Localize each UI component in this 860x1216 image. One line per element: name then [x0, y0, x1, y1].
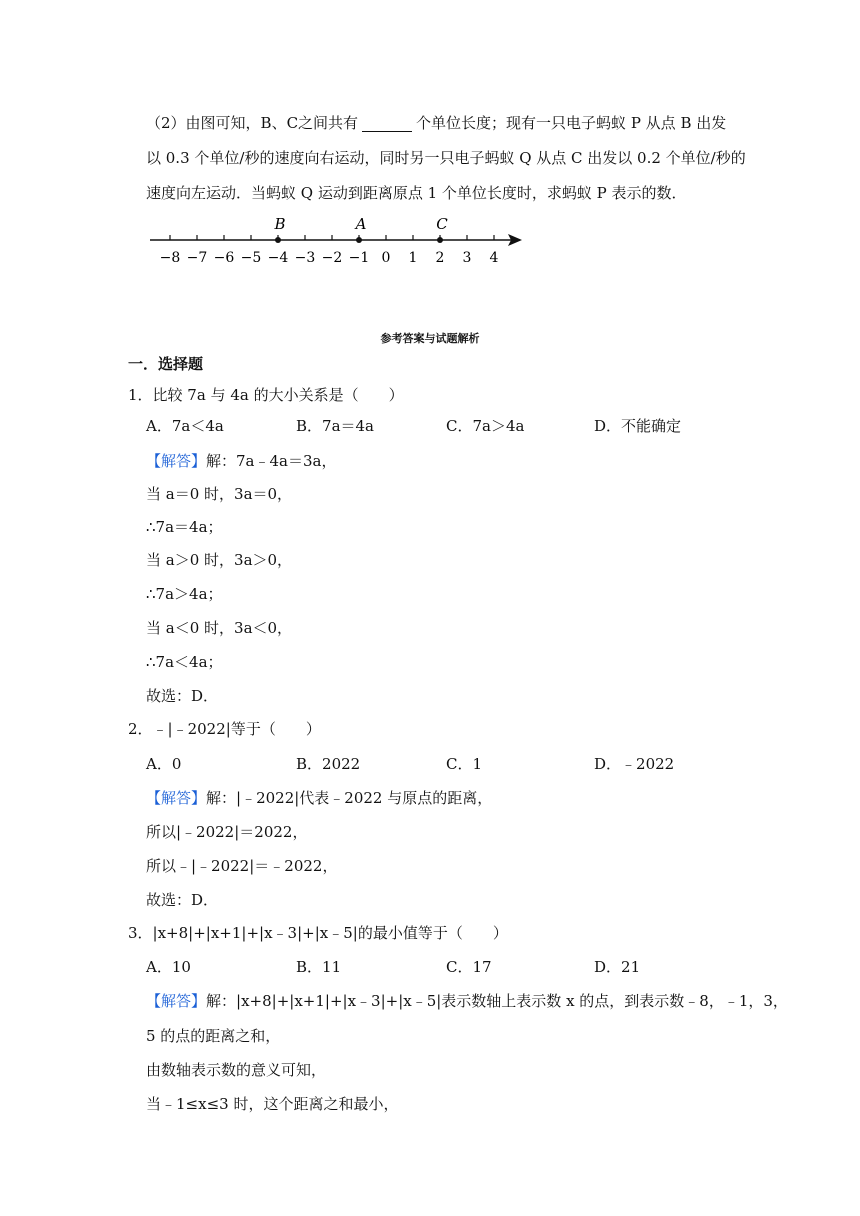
number-line-tick-label: −1: [348, 250, 370, 266]
solution-tag: 【解答】: [146, 452, 207, 470]
q2-solution-line: [146, 788, 492, 808]
number-line-point-label: C: [436, 215, 448, 233]
q2-solution-line: 故选：D．: [146, 891, 219, 909]
number-line-tick-label: −3: [294, 250, 316, 266]
q2-solution-line: 所以﹣|﹣2022|＝﹣2022，: [146, 857, 338, 875]
q1-solution-line: ∴7a＝4a；: [146, 518, 223, 536]
number-line-point: [356, 237, 362, 243]
q1-solution-line: 故选：D．: [146, 687, 219, 705]
q3-option-c: C．17: [446, 958, 492, 976]
number-line-tick-label: −4: [267, 250, 289, 266]
q3-solution-line: 当﹣1≤x≤3 时，这个距离之和最小，: [146, 1095, 399, 1113]
q2-option-d: D．﹣2022: [594, 755, 675, 773]
q1-solution-line: ∴7a＜4a；: [146, 653, 223, 671]
q1-option-d: D．不能确定: [594, 417, 682, 435]
number-line-tick-label: 2: [435, 250, 445, 266]
q1-solution-line: 当 a＝0 时，3a＝0，: [146, 485, 293, 503]
q3-option-d: D．21: [594, 958, 641, 976]
q3-option-a: A．10: [146, 958, 191, 976]
q3-stem: 3．|x+8|+|x+1|+|x﹣3|+|x﹣5|的最小值等于（ ）: [128, 924, 508, 942]
q1-option-a: A．7a＜4a: [146, 417, 224, 435]
q1-option-b: B．7a＝4a: [296, 417, 374, 435]
q3-solution-line: [146, 991, 788, 1011]
q1-option-c: C．7a＞4a: [446, 417, 525, 435]
q1-solution-line: ∴7a＞4a；: [146, 585, 223, 603]
number-line-tick-label: −2: [321, 250, 343, 266]
number-line-tick-label: −6: [213, 250, 235, 266]
problem2-line3: 速度向左运动．当蚂蚁 Q 运动到距离原点 1 个单位长度时，求蚂蚁 P 表示的数．: [146, 184, 687, 202]
q2-solution-line: 所以|﹣2022|＝2022，: [146, 823, 308, 841]
number-line-tick-label: 3: [462, 250, 472, 266]
problem2-line1: [146, 113, 726, 133]
number-line-tick-label: −8: [159, 250, 181, 266]
q2-solution-text: 解：|﹣2022|代表﹣2022 与原点的距离，: [206, 789, 493, 807]
q3-solution-line: 5 的点的距离之和，: [146, 1027, 281, 1045]
answer-blank: [362, 117, 412, 132]
q2-option-c: C．1: [446, 755, 483, 773]
section-title: 一．选择题: [128, 355, 204, 373]
solution-tag: 【解答】: [146, 992, 207, 1010]
q1-solution-line: [146, 451, 336, 471]
number-line-tick-label: 0: [381, 250, 391, 266]
q2-option-a: A．0: [146, 755, 182, 773]
number-line-point-label: B: [274, 215, 286, 233]
q1-solution-line: 当 a＜0 时，3a＜0，: [146, 619, 293, 637]
number-line-point: [275, 237, 281, 243]
q3-option-b: B．11: [296, 958, 342, 976]
problem2-line1-start: （2）由图可知，B、C之间共有: [146, 114, 359, 132]
number-line-tick-label: −5: [240, 250, 262, 266]
q2-stem: 2．﹣|﹣2022|等于（ ）: [128, 720, 321, 738]
number-line-tick-label: 1: [408, 250, 418, 266]
q1-solution-line: 当 a＞0 时，3a＞0，: [146, 551, 293, 569]
q1-solution-text: 解：7a﹣4a＝3a，: [206, 452, 337, 470]
problem2-line2: 以 0.3 个单位/秒的速度向右运动，同时另一只电子蚂蚁 Q 从点 C 出发以 0.2 个单位/秒的: [146, 149, 746, 167]
q2-option-b: B．2022: [296, 755, 361, 773]
q3-solution-line: 由数轴表示数的意义可知，: [146, 1061, 327, 1079]
number-line: [0, 205, 860, 275]
q3-solution-text: 解：|x+8|+|x+1|+|x﹣3|+|x﹣5|表示数轴上表示数 x 的点，到表示数﹣8，﹣1，3，: [206, 992, 788, 1010]
answer-title: 参考答案与试题解析: [380, 332, 480, 345]
number-line-point: [437, 237, 443, 243]
q1-stem: 1．比较 7a 与 4a 的大小关系是（ ）: [128, 386, 404, 404]
number-line-point-label: A: [355, 215, 367, 233]
number-line-tick-label: 4: [489, 250, 499, 266]
problem2-line1-end: 个单位长度；现有一只电子蚂蚁 P 从点 B 出发: [416, 114, 727, 132]
number-line-tick-label: −7: [186, 250, 208, 266]
solution-tag: 【解答】: [146, 789, 207, 807]
